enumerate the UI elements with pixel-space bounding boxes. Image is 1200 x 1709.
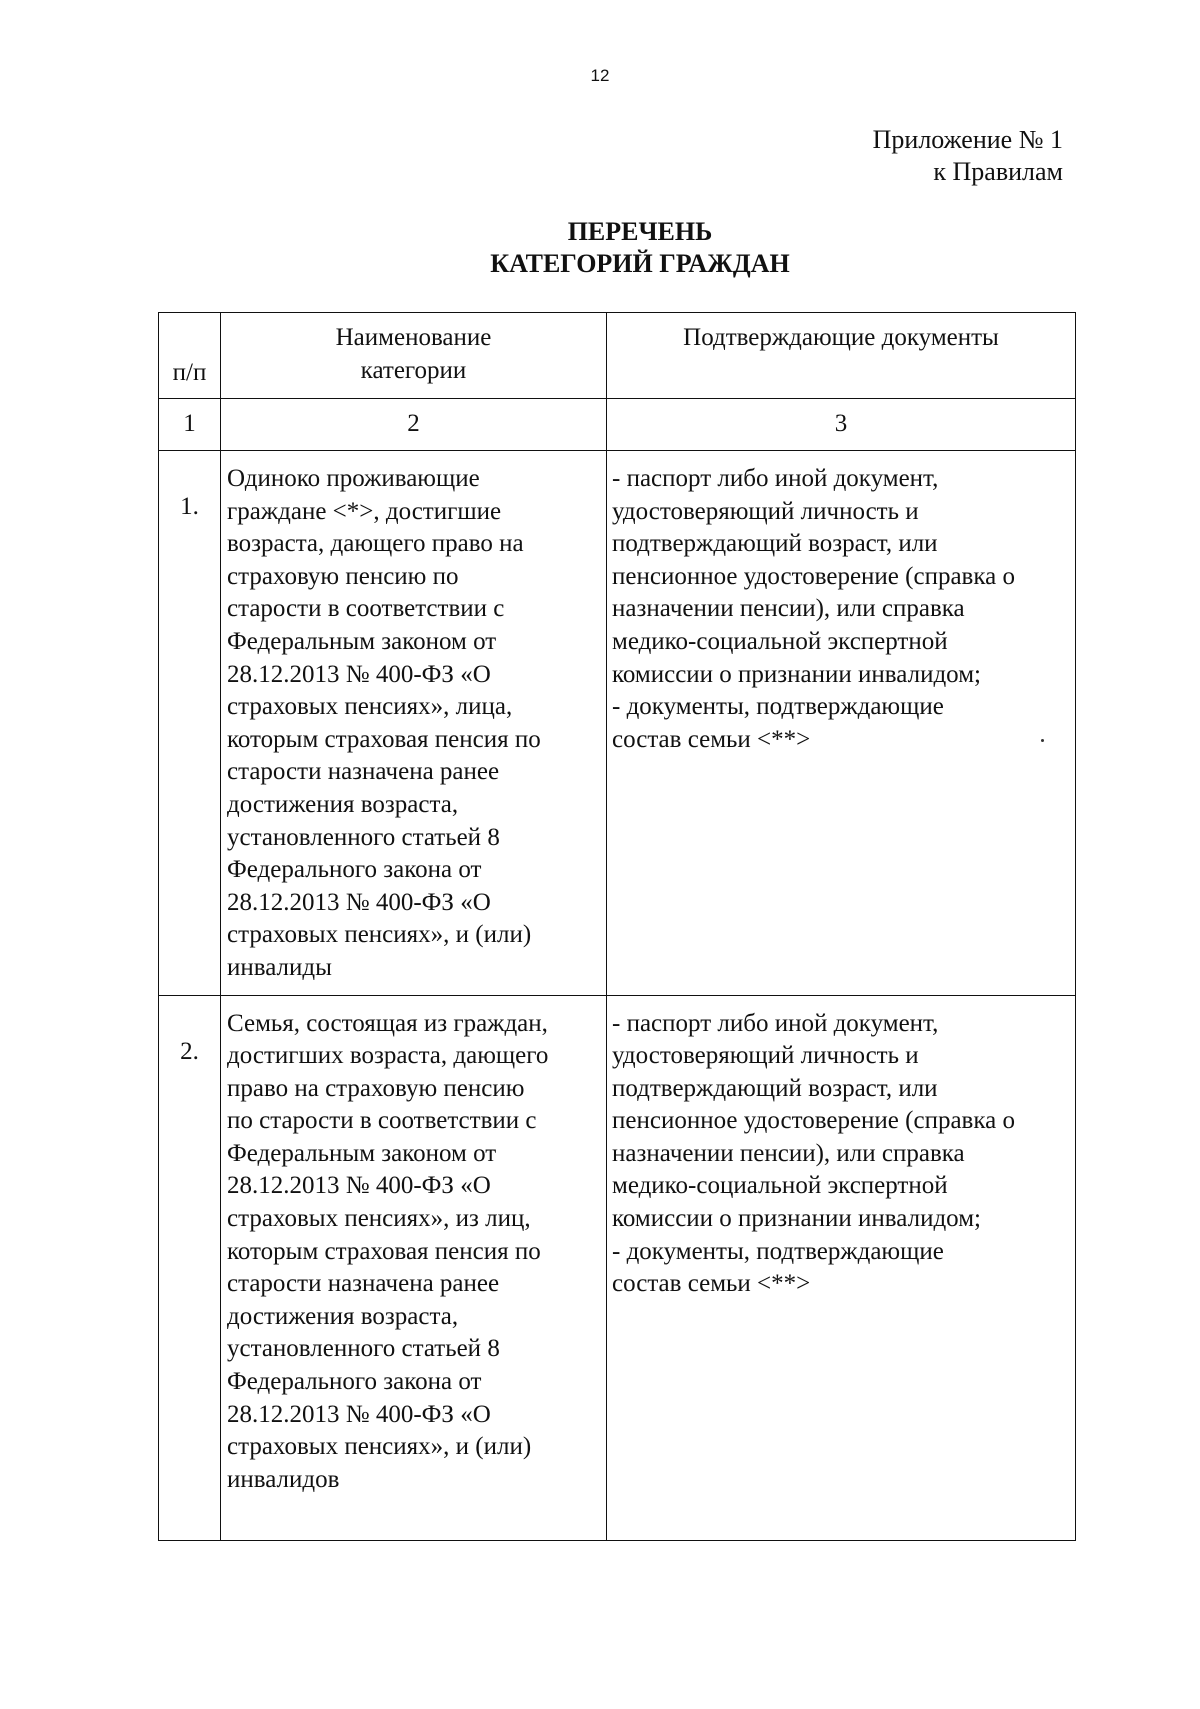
header-category-line-1: Наименование bbox=[335, 324, 492, 351]
category-line: Федерального закона от bbox=[227, 1368, 482, 1396]
document-line: состав семьи <**> bbox=[612, 725, 811, 753]
document-line: состав семьи <**> bbox=[612, 1270, 811, 1298]
document-line: комиссии о признании инвалидом; bbox=[612, 660, 981, 688]
row-documents bbox=[607, 451, 1076, 996]
category-line: страховых пенсиях», и (или) bbox=[227, 1433, 532, 1461]
category-line: 28.12.2013 № 400-ФЗ «О bbox=[227, 888, 491, 916]
category-line: Федерального закона от bbox=[227, 856, 482, 884]
category-line: право на страховую пенсию bbox=[227, 1074, 525, 1102]
row-category bbox=[221, 451, 607, 996]
category-line: инвалидов bbox=[227, 1465, 340, 1493]
category-line: старости в соответствии с bbox=[227, 595, 505, 623]
document-line: удостоверяющий личность и bbox=[612, 1042, 919, 1070]
document-line: удостоверяющий личность и bbox=[612, 497, 919, 525]
category-line: 28.12.2013 № 400-ФЗ «О bbox=[227, 1400, 491, 1428]
document-line: подтверждающий возраст, или bbox=[612, 1074, 938, 1102]
header-category-line-2: категории bbox=[360, 356, 467, 384]
row-number: 2. bbox=[159, 995, 221, 1540]
title-line-2: КАТЕГОРИЙ ГРАЖДАН bbox=[490, 249, 790, 278]
category-line: достигших возраста, дающего bbox=[227, 1042, 549, 1070]
category-line: страховых пенсиях», лица, bbox=[227, 693, 513, 721]
document-line: - паспорт либо иной документ, bbox=[612, 465, 939, 492]
table-header-row bbox=[159, 313, 1076, 399]
appendix-line-1: Приложение № 1 bbox=[872, 125, 1063, 154]
document-line: комиссии о признании инвалидом; bbox=[612, 1205, 981, 1233]
category-line: старости назначена ранее bbox=[227, 1270, 500, 1298]
row-number: 1. bbox=[159, 451, 221, 996]
categories-table bbox=[158, 312, 1076, 1541]
document-line: назначении пенсии), или справка bbox=[612, 595, 965, 623]
header-category bbox=[221, 313, 607, 399]
table-row bbox=[159, 995, 1076, 1540]
row-documents bbox=[607, 995, 1076, 1540]
column-index-3: 3 bbox=[607, 399, 1076, 451]
category-line: граждане <*>, достигшие bbox=[227, 497, 502, 525]
category-line: установленного статьей 8 bbox=[227, 823, 500, 851]
category-line: 28.12.2013 № 400-ФЗ «О bbox=[227, 660, 491, 688]
row-category bbox=[221, 995, 607, 1540]
document-line: подтверждающий возраст, или bbox=[612, 530, 938, 558]
page-number: 12 bbox=[590, 66, 610, 85]
category-line: по старости в соответствии с bbox=[227, 1107, 537, 1135]
document-line: назначении пенсии), или справка bbox=[612, 1139, 965, 1167]
category-line: страховых пенсиях», и (или) bbox=[227, 921, 532, 949]
category-line: Федеральным законом от bbox=[227, 1139, 497, 1167]
appendix-line-2: к Правилам bbox=[933, 157, 1063, 186]
document-line: пенсионное удостоверение (справка о bbox=[612, 562, 1015, 590]
column-index-row bbox=[159, 399, 1076, 451]
document-line: медико-социальной экспертной bbox=[612, 627, 948, 655]
category-line: достижения возраста, bbox=[227, 790, 459, 818]
category-line: установленного статьей 8 bbox=[227, 1335, 500, 1363]
document-line: медико-социальной экспертной bbox=[612, 1172, 948, 1200]
header-documents: Подтверждающие документы bbox=[607, 313, 1076, 399]
category-line: инвалиды bbox=[227, 953, 332, 981]
category-line: которым страховая пенсия по bbox=[227, 1237, 541, 1265]
document-line: - паспорт либо иной документ, bbox=[612, 1009, 939, 1037]
category-line: возраста, дающего право на bbox=[227, 530, 524, 558]
category-line: достижения возраста, bbox=[227, 1302, 459, 1330]
document-line: пенсионное удостоверение (справка о bbox=[612, 1107, 1015, 1135]
category-line: страховую пенсию по bbox=[227, 562, 459, 590]
category-line: страховых пенсиях», из лиц, bbox=[227, 1205, 531, 1233]
document-line: - документы, подтверждающие bbox=[612, 693, 944, 721]
scan-speck bbox=[1041, 739, 1044, 742]
document-title bbox=[0, 216, 1200, 280]
category-line: Одиноко проживающие bbox=[227, 465, 480, 492]
column-index-2: 2 bbox=[221, 399, 607, 451]
title-line-1: ПЕРЕЧЕНЬ bbox=[567, 217, 713, 246]
category-line: 28.12.2013 № 400-ФЗ «О bbox=[227, 1172, 491, 1200]
table-row bbox=[159, 451, 1076, 996]
category-line: Федеральным законом от bbox=[227, 627, 497, 655]
document-line: - документы, подтверждающие bbox=[612, 1237, 944, 1265]
category-line: старости назначена ранее bbox=[227, 758, 500, 786]
category-line: которым страховая пенсия по bbox=[227, 725, 541, 753]
category-line: Семья, состоящая из граждан, bbox=[227, 1009, 548, 1037]
column-index-1: 1 bbox=[159, 399, 221, 451]
appendix-reference bbox=[873, 124, 1063, 188]
header-number: п/п bbox=[159, 313, 221, 399]
